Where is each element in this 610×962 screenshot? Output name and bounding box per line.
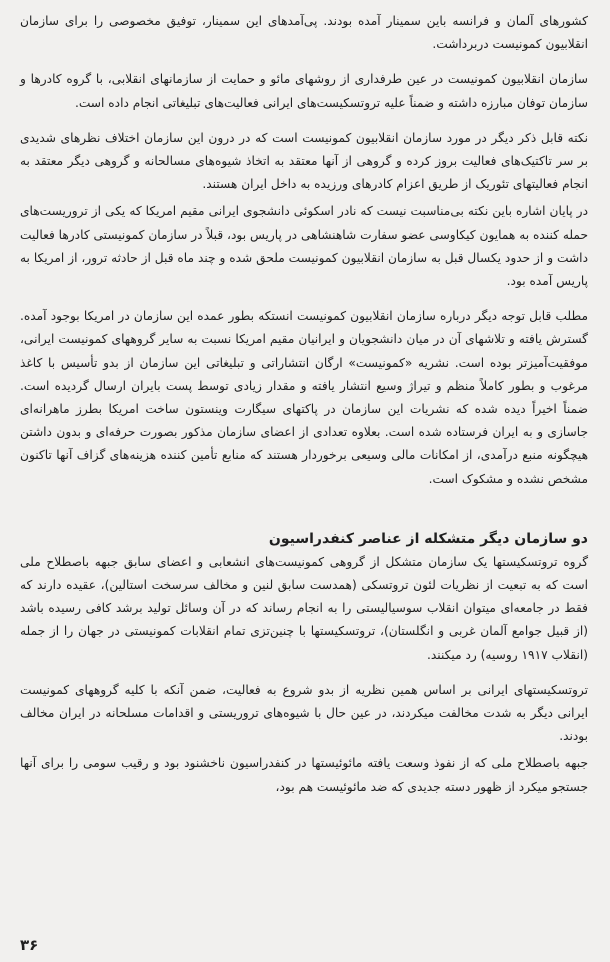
- paragraph-seminar: کشورهای آلمان و فرانسه باین سمینار آمده بودند. پی‌آمدهای این سمینار، توفیق مخصوصی را برای سازمان انقلابیون کمونیست دربرداشت.: [20, 14, 588, 52]
- paragraph-iranian-trotskyists: تروتسکیستهای ایرانی بر اساس همین نظریه از بدو شروع به فعالیت، ضمن آنکه با کلیه گروههای کمونیست ایرانی دیگر به شدت مخالفت میکردند، در عین حال با شیوه‌های تروریستی و اقدامات مسلحانه در ایران مخالف بودند.: [20, 682, 588, 744]
- section-heading: دو سازمان دیگر متشکله از عناصر کنفدراسیون: [268, 530, 588, 547]
- paragraph-nader-oskouei: در پایان اشاره باین نکته بی‌مناسبت نیست که نادر اسکوئی دانشجوی ایرانی مقیم امریکا که یکی از تروریست‌های حمله کننده به همایون کیکاوسی عضو سفارت شاهنشاهی در پاریس بود، قبلاً در سازمان کمونیستی کادرها فعالیت داشت و از حدود یکسال قبل به سازمان انقلابیون کمونیست ملحق شده و چند ماه قبل از حادثه ترور، از امریکا به پاریس آمده بود.: [20, 204, 588, 289]
- paragraph-america-activity: مطلب قابل توجه دیگر درباره سازمان انقلابیون کمونیست انستکه بطور عمده این سازمان در امریکا بوجود آمده. گسترش یافته و تلاشهای آن در میان دانشجویان و ایرانیان مقیم امریکا نسبت به سایر گروههای کمونیست ایرانی، موفقیت‌آمیزتر بوده است. نشریه «کمونیست» ارگان انتشاراتی و تبلیغاتی این سازمان از بدو تأسیس با کاغذ مرغوب و بطور کاملاً منظم و تیراژ وسیع انتشار یافته و مقدار زیادی توسط پست بایران ارسال گردیده است. ضمناً اخیراً دیده شده که نشریات این سازمان در پاکتهای سیگارت وینستون ساخت امریکا بطرز ماهرانه‌ای جاسازی و به ایران فرستاده شده است. بعلاوه تعدادی از اعضای سازمان مذکور بصورت حرفه‌ای و بدون داشتن هیچگونه منبع درآمدی، از امکانات مالی وسیعی برخوردار هستند که منابع تأمین کننده هزینه‌های گزاف آنها تاکنون مشخص نشده و مشکوک است.: [20, 309, 588, 486]
- paragraph-internal-disputes: نکته قابل ذکر دیگر در مورد سازمان انقلابیون کمونیست است که در درون این سازمان اختلاف نظرهای شدیدی بر سر تاکتیک‌های فعالیت بروز کرده و گروهی از آنها معتقد به اتخاذ شیوه‌های مسالحانه و گروهی دیگر معتقد به انجام فعالیتهای تئوریک از طریق اعزام کادرهای ورزیده به داخل ایران هستند.: [20, 130, 588, 192]
- paragraph-maoist-methods: سازمان انقلابیون کمونیست در عین طرفداری از روشهای مائو و حمایت از سازمانهای انقلابی، با گروه کادرها و سازمان توفان مبارزه داشته و ضمناً علیه تروتسکیست‌های ایرانی فعالیت‌های تبلیغاتی انجام داده است.: [20, 72, 588, 110]
- paragraph-trotskyists-group: گروه تروتسکیستها یک سازمان متشکل از گروهی کمونیست‌های انشعابی و اعضای سابق جبهه باصطلاح ملی است که به تبعیت از نظریات لئون تروتسکی (همدست سابق لنین و مخالف سرسخت استالین)، عقیده دارند که فقط در جامعه‌ای میتوان انقلاب سوسیالیستی را به انجام رساند که در آن وسائل تولید برشد کافی رسیده باشد (از قبیل جوامع آلمان غربی و انگلستان)، تروتسکیستها با چنین‌تزی تمام انقلابات کمونیستی در جهان را از جمله (انقلاب ۱۹۱۷ روسیه) رد میکنند.: [20, 554, 588, 662]
- page-number: ۳۶: [20, 936, 39, 954]
- paragraph-national-front: جبهه باصطلاح ملی که از نفوذ وسعت یافته مائوئیستها در کنفدراسیون ناخشنود بود و رقیب سومی را برای آنها جستجو میکرد از ظهور دسته جدیدی که ضد مائوئیست هم بود،: [20, 756, 588, 794]
